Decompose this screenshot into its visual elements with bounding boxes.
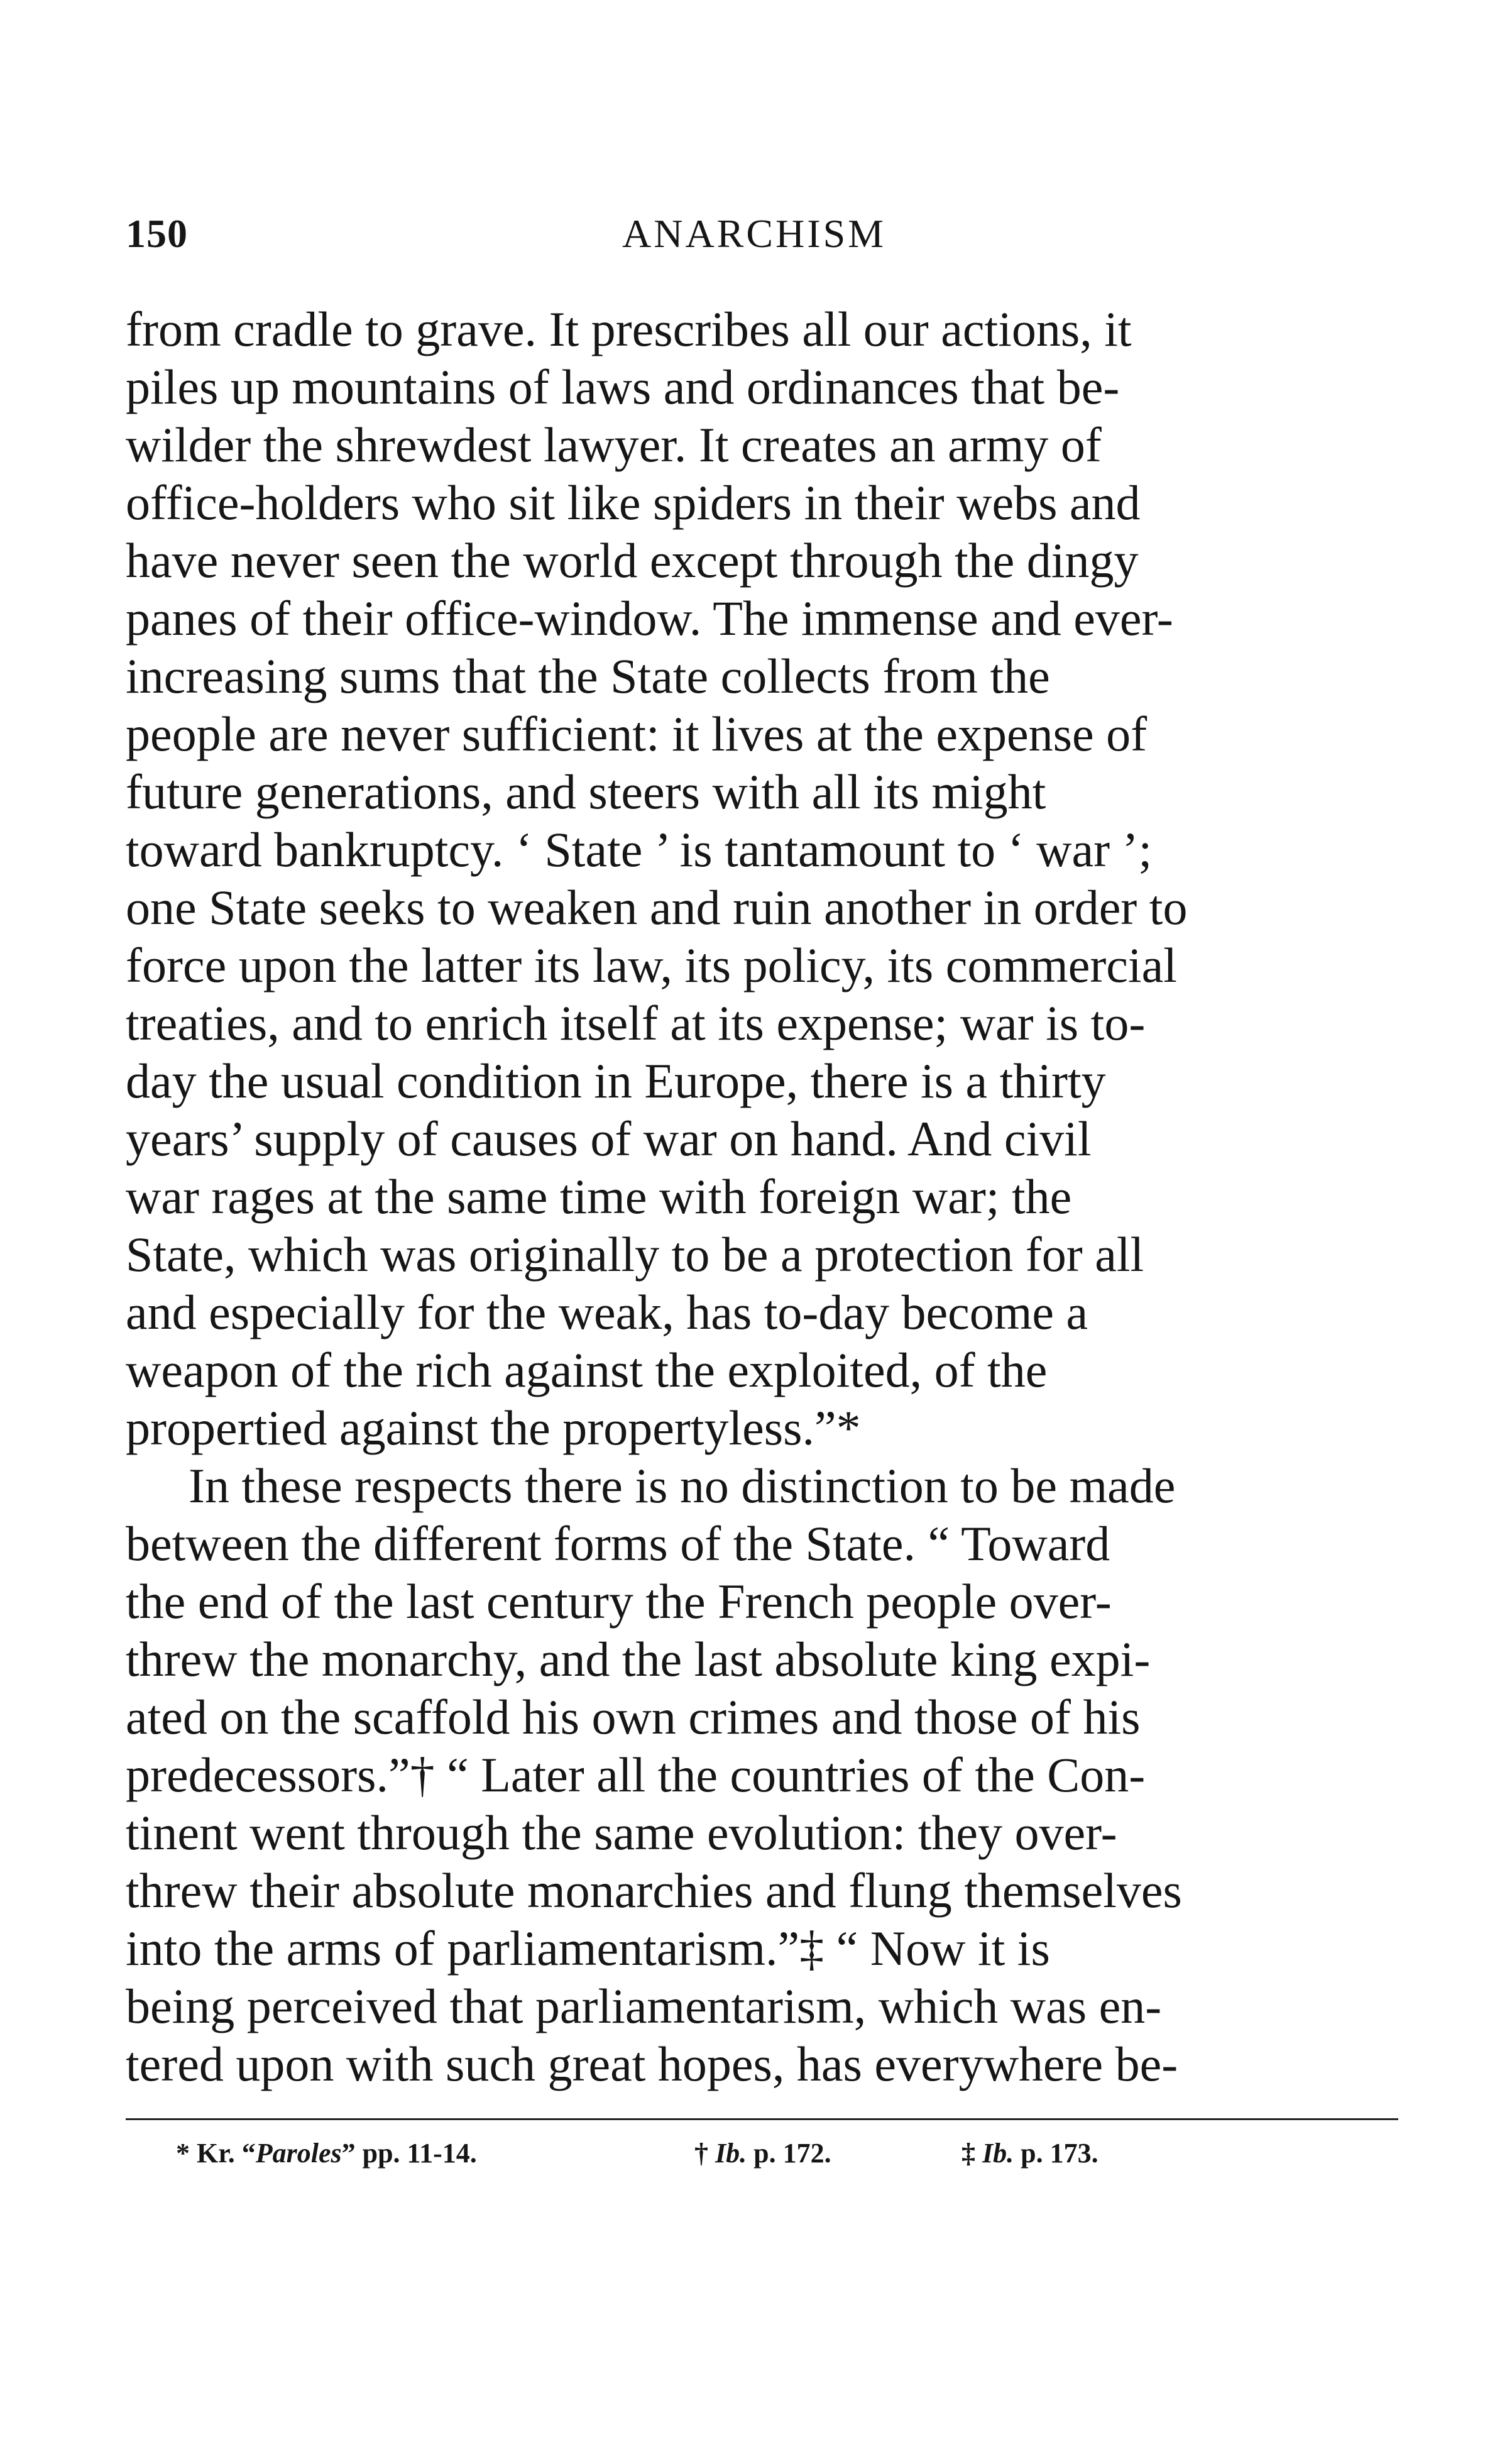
text-line: State, which was originally to be a protection for all	[126, 1227, 1144, 1282]
text-line: toward bankruptcy. ‘ State ’ is tantamount to ‘ war ’;	[126, 822, 1153, 877]
text-line: ated on the scaffold his own crimes and those of his	[126, 1690, 1141, 1744]
footnote-rule	[126, 2118, 1398, 2120]
footnotes	[176, 2137, 1370, 2181]
footnote-ref: p. 172.	[747, 2138, 831, 2169]
text-line: propertied against the propertyless.”*	[126, 1400, 861, 1455]
running-head	[126, 211, 1395, 273]
text-line: one State seeks to weaken and ruin another in order to	[126, 880, 1188, 935]
text-line: wilder the shrewdest lawyer. It creates an army of	[126, 417, 1102, 472]
text-line: force upon the latter its law, its policy, its commercial	[126, 938, 1177, 993]
text-line: and especially for the weak, has to-day become a	[126, 1285, 1088, 1339]
text-line: increasing sums that the State collects from the	[126, 649, 1050, 703]
body-text	[126, 300, 1408, 2093]
footnote-title: Ib.	[982, 2138, 1014, 2169]
footnote-mark: †	[694, 2138, 715, 2169]
text-line: weapon of the rich against the exploited, of the	[126, 1343, 1048, 1397]
text-line: from cradle to grave. It prescribes all our actions, it	[126, 302, 1132, 356]
footnote-3	[961, 2137, 1098, 2169]
text-line: have never seen the world except through the dingy	[126, 533, 1139, 588]
text-line: day the usual condition in Europe, there is a thirty	[126, 1053, 1106, 1108]
text-line: tered upon with such great hopes, has everywhere be-	[126, 2037, 1178, 2091]
text-line: war rages at the same time with foreign war; the	[126, 1169, 1072, 1224]
text-line: piles up mountains of laws and ordinances that be-	[126, 360, 1120, 414]
text-line: being perceived that parliamentarism, which was en-	[126, 1979, 1162, 2033]
footnote-title: Ib.	[715, 2138, 747, 2169]
text-line: between the different forms of the State. “ Toward	[126, 1516, 1110, 1571]
text-line: predecessors.”† “ Later all the countries of the Con-	[126, 1747, 1146, 1802]
footnote-ref: p. 173.	[1014, 2138, 1098, 2169]
paragraph-start-line: In these respects there is no distinction to be made	[189, 1458, 1176, 1513]
text-line: years’ supply of causes of war on hand. And civil	[126, 1111, 1092, 1166]
page-number: 150	[126, 211, 188, 256]
text-line: threw the monarchy, and the last absolute king expi-	[126, 1632, 1151, 1686]
text-line: treaties, and to enrich itself at its expense; war is to-	[126, 996, 1146, 1050]
text-line: panes of their office-window. The immense and ever-	[126, 591, 1173, 646]
footnote-mark: ‡	[961, 2138, 982, 2169]
text-line: office-holders who sit like spiders in their webs and	[126, 475, 1141, 530]
footnote-2	[694, 2137, 831, 2169]
text-line: people are never sufficient: it lives at the expense of	[126, 707, 1148, 761]
text-line: tinent went through the same evolution: they over-	[126, 1805, 1117, 1860]
footnote-ref: ” pp. 11-14.	[341, 2138, 477, 2169]
running-title: ANARCHISM	[622, 211, 887, 256]
text-line: the end of the last century the French people over-	[126, 1574, 1112, 1629]
text-line: into the arms of parliamentarism.”‡ “ Now it is	[126, 1921, 1050, 1976]
text-line: threw their absolute monarchies and flung themselves	[126, 1863, 1182, 1918]
footnote-title: Paroles	[255, 2138, 342, 2169]
footnote-1	[176, 2137, 477, 2169]
footnote-mark: * Kr. “	[176, 2138, 256, 2169]
text-line: future generations, and steers with all its might	[126, 764, 1046, 819]
